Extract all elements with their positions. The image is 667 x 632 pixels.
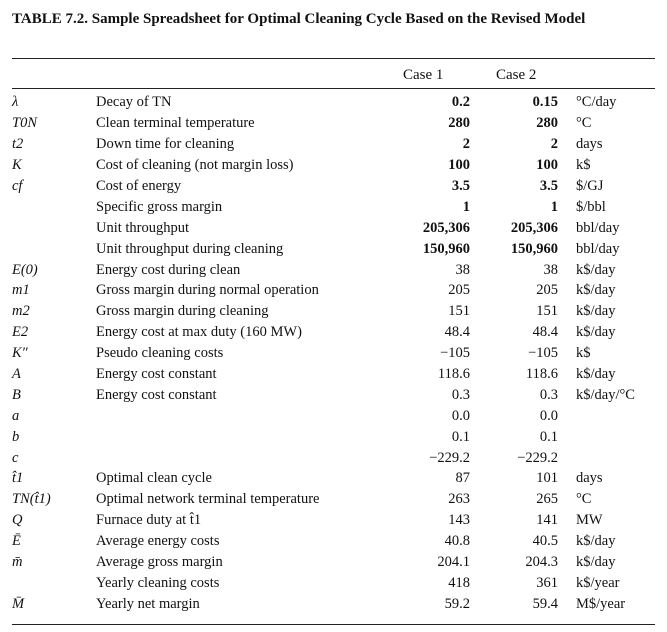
unit-cell: k$	[576, 345, 591, 362]
unit-cell: bbl/day	[576, 240, 620, 257]
unit-cell: k$	[576, 157, 591, 174]
case2-value-cell: 151	[536, 303, 558, 320]
case1-value-cell: 0.1	[451, 428, 470, 445]
data-table	[12, 92, 655, 614]
unit-cell	[562, 426, 655, 447]
symbol-cell: TN(t̂1)	[12, 491, 51, 508]
case2-value-cell: 118.6	[525, 366, 558, 383]
symbol-cell: M̄	[12, 595, 25, 612]
table-row	[12, 468, 655, 489]
top-rule	[12, 58, 655, 59]
description-cell	[96, 426, 390, 447]
unit-cell: k$/year	[576, 574, 620, 591]
unit-cell: k$/day	[576, 324, 616, 341]
table-caption: TABLE 7.2. Sample Spreadsheet for Optimal Cleaning Cycle Based on the Revised Model	[12, 11, 586, 27]
table-row	[12, 593, 655, 614]
unit-cell: k$/day	[576, 261, 616, 278]
table-row	[12, 572, 655, 593]
symbol-cell: B	[12, 386, 21, 403]
unit-cell	[562, 447, 655, 468]
case2-value-cell: 361	[536, 574, 558, 591]
case1-value-cell: −229.2	[429, 449, 470, 466]
table-row	[12, 510, 655, 531]
description-cell: Clean terminal temperature	[96, 115, 255, 132]
case1-value-cell: 1	[462, 198, 470, 215]
case2-value-cell: 0.3	[539, 386, 558, 403]
unit-cell: k$/day	[576, 282, 616, 299]
table-row	[12, 447, 655, 468]
case1-value-cell: 205,306	[422, 219, 470, 236]
description-cell: Energy cost constant	[96, 366, 217, 383]
description-cell: Down time for cleaning	[96, 136, 235, 153]
description-cell: Furnace duty at t̂1	[96, 512, 202, 529]
case1-value-cell: 418	[448, 574, 470, 591]
symbol-cell: t2	[12, 136, 24, 153]
case1-value-cell: 48.4	[444, 324, 470, 341]
table-row	[12, 531, 655, 552]
table-row	[12, 426, 655, 447]
table-row	[12, 552, 655, 573]
unit-cell: k$/day	[576, 554, 616, 571]
case1-value-cell: 263	[448, 491, 470, 508]
description-cell: Gross margin during normal operation	[96, 282, 319, 299]
case1-value-cell: 0.2	[451, 94, 470, 111]
symbol-cell	[12, 572, 96, 593]
unit-cell: days	[576, 136, 603, 153]
header-case-2: Case 2	[496, 67, 537, 83]
case2-value-cell: 0.0	[539, 407, 558, 424]
table-row	[12, 217, 655, 238]
case1-value-cell: 2	[462, 136, 470, 153]
unit-cell: °C	[576, 491, 592, 508]
case2-value-cell: 101	[536, 470, 558, 487]
case2-value-cell: 3.5	[539, 178, 558, 194]
table-row	[12, 134, 655, 155]
case1-value-cell: 40.8	[444, 533, 470, 550]
symbol-cell: E2	[12, 324, 29, 341]
symbol-cell: E(0)	[12, 261, 38, 278]
case2-value-cell: 280	[536, 115, 558, 132]
table-row	[12, 259, 655, 280]
header-rule	[12, 88, 655, 89]
case1-value-cell: 38	[455, 261, 470, 278]
unit-cell: MW	[576, 512, 603, 529]
case1-value-cell: 118.6	[437, 366, 470, 383]
symbol-cell: A	[12, 366, 21, 383]
symbol-cell: b	[12, 428, 20, 445]
description-cell: Cost of cleaning (not margin loss)	[96, 157, 294, 174]
description-cell: Gross margin during cleaning	[96, 303, 269, 320]
symbol-cell: c	[12, 449, 19, 466]
case2-value-cell: 59.4	[532, 595, 558, 612]
unit-cell: M$/year	[576, 595, 626, 612]
unit-cell: days	[576, 470, 603, 487]
unit-cell: k$/day	[576, 533, 616, 550]
table-row	[12, 238, 655, 259]
case1-value-cell: 87	[455, 470, 470, 487]
description-cell: Unit throughput during cleaning	[96, 240, 284, 257]
case2-value-cell: 265	[536, 491, 558, 508]
description-cell: Cost of energy	[96, 178, 182, 194]
unit-cell: °C	[576, 115, 592, 132]
unit-cell: bbl/day	[576, 219, 620, 236]
table-row	[12, 196, 655, 217]
symbol-cell: m̄	[12, 554, 23, 571]
table-row	[12, 113, 655, 134]
symbol-cell: Ē	[12, 533, 21, 550]
description-cell: Energy cost during clean	[96, 261, 241, 278]
table-row	[12, 405, 655, 426]
bottom-rule	[12, 624, 655, 625]
symbol-cell: K	[12, 157, 22, 174]
description-cell: Decay of TN	[96, 94, 172, 111]
description-cell: Average gross margin	[96, 554, 223, 571]
symbol-cell: T0N	[12, 115, 37, 132]
case1-value-cell: 205	[448, 282, 470, 299]
description-cell: Average energy costs	[96, 533, 220, 550]
unit-cell: $/bbl	[576, 198, 606, 215]
case1-value-cell: 0.3	[451, 386, 470, 403]
symbol-cell: Q	[12, 512, 23, 529]
table-row	[12, 489, 655, 510]
unit-cell: $/GJ	[576, 178, 604, 194]
table-row	[12, 176, 655, 197]
symbol-cell: t̂1	[12, 470, 24, 487]
table-row	[12, 301, 655, 322]
unit-cell: k$/day/°C	[576, 386, 635, 403]
table-row	[12, 92, 655, 113]
description-cell: Energy cost at max duty (160 MW)	[96, 324, 302, 341]
case1-value-cell: 143	[448, 512, 470, 529]
symbol-cell: K″	[12, 345, 28, 362]
description-cell: Pseudo cleaning costs	[96, 345, 224, 362]
table-row	[12, 322, 655, 343]
case2-value-cell: 0.15	[532, 94, 558, 111]
case2-value-cell: −229.2	[517, 449, 558, 466]
symbol-cell	[12, 196, 96, 217]
header-case-1: Case 1	[403, 67, 444, 83]
case2-value-cell: 205,306	[510, 219, 558, 236]
symbol-cell: m2	[12, 303, 30, 320]
description-cell	[96, 447, 390, 468]
case2-value-cell: 141	[536, 512, 558, 529]
case2-value-cell: 38	[543, 261, 558, 278]
case2-value-cell: 1	[550, 198, 558, 215]
table-row	[12, 280, 655, 301]
case1-value-cell: 100	[448, 157, 470, 174]
case2-value-cell: 48.4	[532, 324, 558, 341]
case2-value-cell: −105	[528, 345, 558, 362]
table-row	[12, 364, 655, 385]
symbol-cell: cf	[12, 178, 23, 194]
description-cell: Unit throughput	[96, 219, 190, 236]
symbol-cell: λ	[12, 94, 19, 111]
case2-value-cell: 0.1	[539, 428, 558, 445]
case2-value-cell: 204.3	[525, 554, 558, 571]
case2-value-cell: 40.5	[532, 533, 558, 550]
case2-value-cell: 2	[550, 136, 558, 153]
symbol-cell: m1	[12, 282, 30, 299]
description-cell: Specific gross margin	[96, 198, 223, 215]
table-row	[12, 155, 655, 176]
table-row	[12, 343, 655, 364]
unit-cell	[562, 405, 655, 426]
case1-value-cell: 150,960	[422, 240, 470, 257]
unit-cell: k$/day	[576, 303, 616, 320]
description-cell	[96, 405, 390, 426]
case2-value-cell: 100	[536, 157, 558, 174]
case1-value-cell: 204.1	[437, 554, 470, 571]
case1-value-cell: 0.0	[451, 407, 470, 424]
description-cell: Energy cost constant	[96, 386, 217, 403]
case1-value-cell: 280	[448, 115, 470, 132]
unit-cell: °C/day	[576, 94, 617, 111]
case1-value-cell: −105	[440, 345, 470, 362]
table-row	[12, 384, 655, 405]
description-cell: Yearly cleaning costs	[96, 574, 220, 591]
description-cell: Yearly net margin	[96, 595, 200, 612]
case2-value-cell: 205	[536, 282, 558, 299]
description-cell: Optimal clean cycle	[96, 470, 212, 487]
case1-value-cell: 3.5	[451, 178, 470, 194]
description-cell: Optimal network terminal temperature	[96, 491, 320, 508]
case2-value-cell: 150,960	[510, 240, 558, 257]
case1-value-cell: 59.2	[444, 595, 470, 612]
unit-cell: k$/day	[576, 366, 616, 383]
case1-value-cell: 151	[448, 303, 470, 320]
symbol-cell	[12, 238, 96, 259]
symbol-cell: a	[12, 407, 20, 424]
symbol-cell	[12, 217, 96, 238]
